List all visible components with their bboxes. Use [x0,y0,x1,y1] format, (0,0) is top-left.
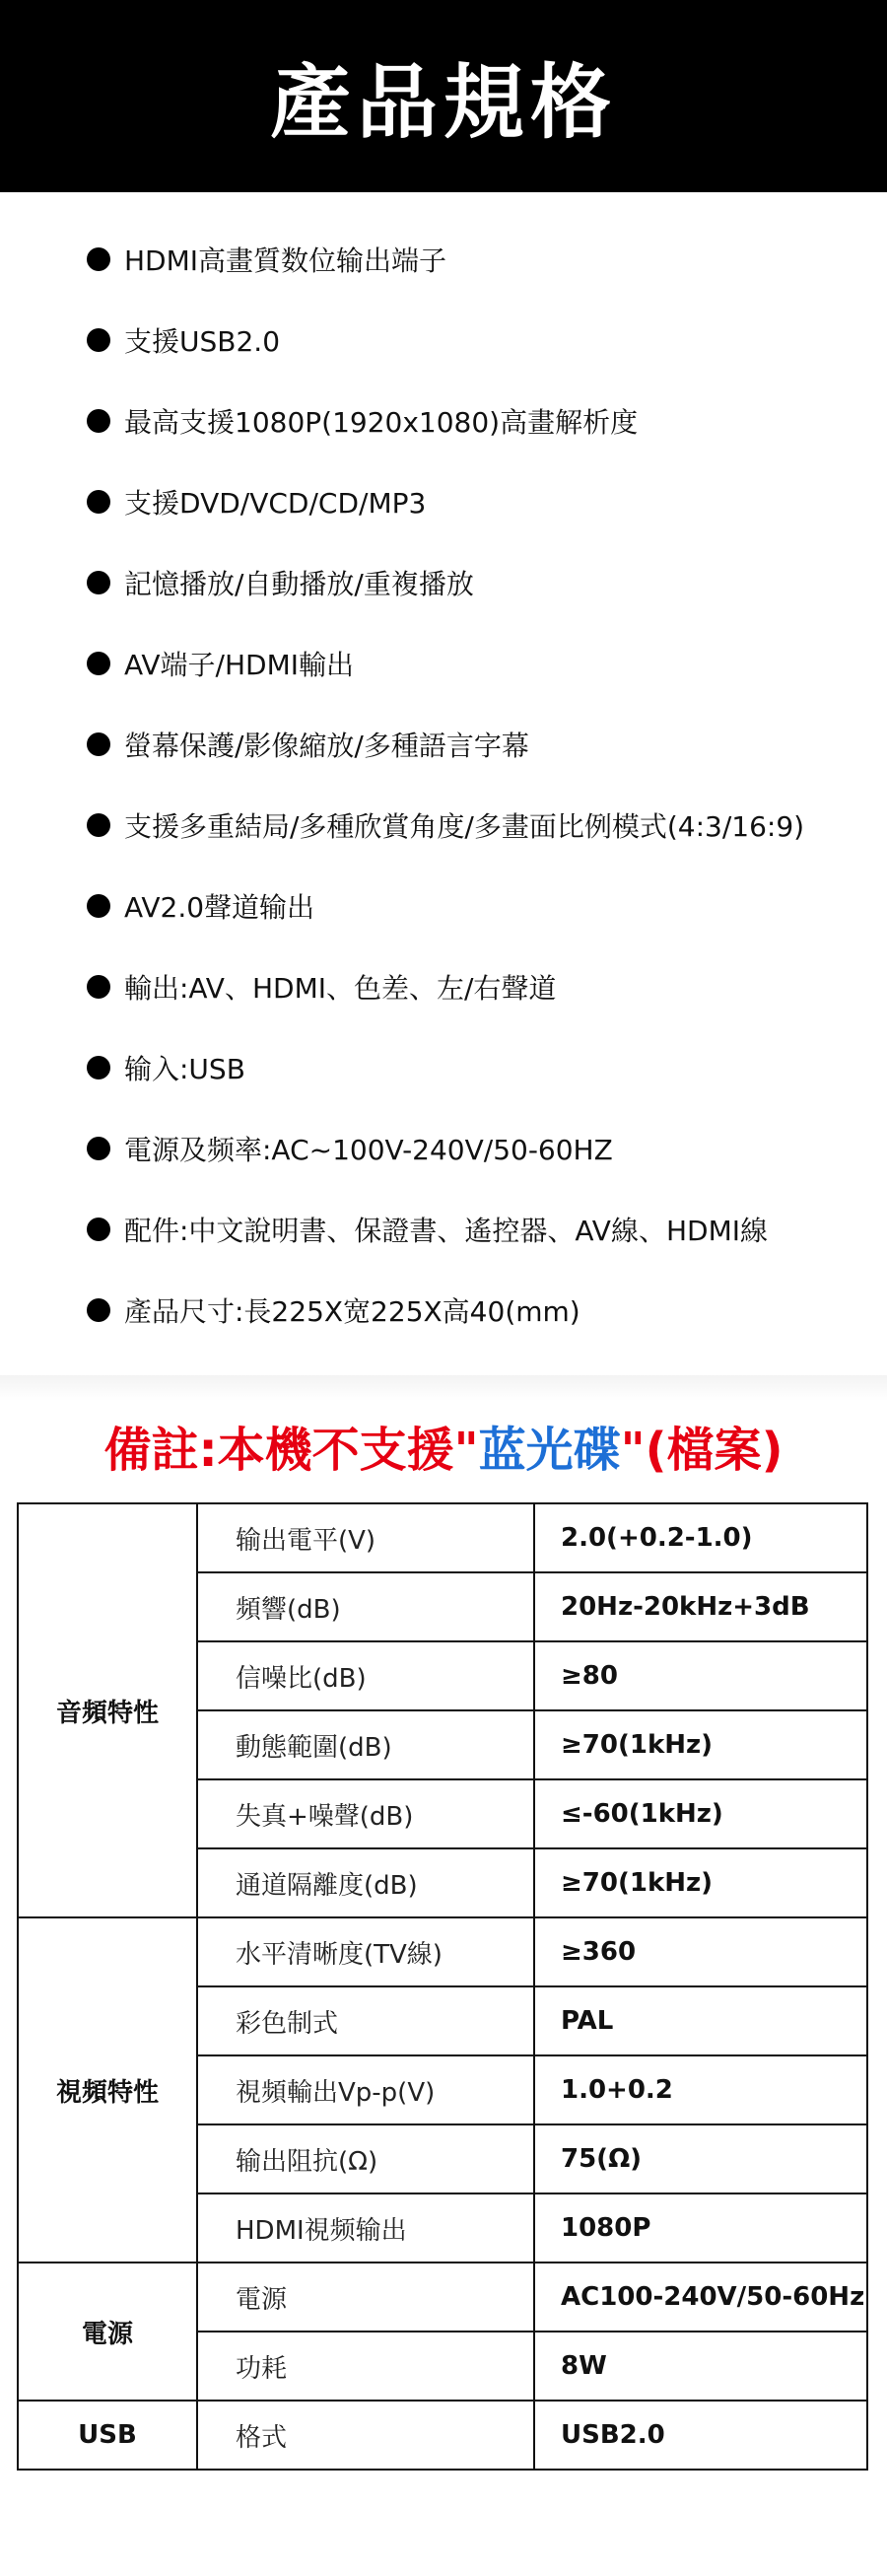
note-prefix: 備註:本機不支援" [103,1423,479,1478]
value-cell: ≥360 [534,1917,867,1986]
bullet-dot-icon [87,894,110,918]
feature-text: HDMI高畫質数位输出端子 [124,244,447,277]
feature-item [87,1189,855,1270]
value-cell: 1.0+0.2 [534,2055,867,2124]
value-cell: 8W [534,2332,867,2401]
bullet-dot-icon [87,1218,110,1241]
feature-text: AV2.0聲道输出 [124,891,315,924]
bullet-dot-icon [87,1137,110,1160]
value-cell: USB2.0 [534,2401,867,2470]
category-cell: USB [18,2401,197,2470]
value-cell: ≥70(1kHz) [534,1710,867,1779]
param-cell: HDMI視频输出 [197,2193,534,2263]
bullet-dot-icon [87,247,110,271]
feature-item [87,785,855,866]
param-cell: 電源 [197,2263,534,2332]
table-row [18,1917,867,1986]
feature-text: 產品尺寸:長225X宽225X高40(mm) [124,1295,580,1328]
param-cell: 格式 [197,2401,534,2470]
bullet-dot-icon [87,490,110,514]
feature-item [87,704,855,785]
feature-item [87,946,855,1027]
param-cell: 頻響(dB) [197,1572,534,1641]
table-row [18,2263,867,2332]
param-cell: 動態範圍(dB) [197,1710,534,1779]
page-title: 產品規格 [269,56,617,150]
value-cell: ≥70(1kHz) [534,1848,867,1917]
param-cell: 功耗 [197,2332,534,2401]
note-suffix: "(檔案) [620,1423,784,1478]
feature-item [87,542,855,623]
value-cell: 20Hz-20kHz+3dB [534,1572,867,1641]
value-cell: 1080P [534,2193,867,2263]
bullet-dot-icon [87,1056,110,1079]
note-highlight: 蓝光碟 [478,1423,621,1478]
spec-table [17,1502,868,2471]
feature-text: 支援USB2.0 [124,325,281,358]
feature-item [87,461,855,542]
feature-text: 電源及频率:AC~100V-240V/50-60HZ [124,1134,613,1166]
section-divider [0,1375,887,1401]
table-row [18,1503,867,1572]
bullet-dot-icon [87,813,110,837]
feature-item [87,1108,855,1189]
category-cell: 電源 [18,2263,197,2401]
feature-text: 最高支援1080P(1920x1080)高畫解析度 [124,406,639,439]
feature-item [87,381,855,461]
param-cell: 彩色制式 [197,1986,534,2055]
feature-text: 螢幕保護/影像縮放/多種語言字幕 [124,730,529,762]
value-cell: ≤-60(1kHz) [534,1779,867,1848]
bullet-dot-icon [87,975,110,999]
value-cell: PAL [534,1986,867,2055]
value-cell: ≥80 [534,1641,867,1710]
param-cell: 信噪比(dB) [197,1641,534,1710]
feature-item [87,623,855,704]
disclaimer-note [0,1412,887,1480]
bullet-dot-icon [87,1298,110,1322]
bullet-dot-icon [87,571,110,594]
param-cell: 通道隔離度(dB) [197,1848,534,1917]
feature-text: 配件:中文說明書、保證書、遙控器、AV線、HDMI線 [124,1215,768,1247]
value-cell: 2.0(+0.2-1.0) [534,1503,867,1572]
param-cell: 输出阻抗(Ω) [197,2124,534,2193]
param-cell: 输出電平(V) [197,1503,534,1572]
bullet-dot-icon [87,409,110,433]
category-cell: 視頻特性 [18,1917,197,2263]
feature-text: 支援DVD/VCD/CD/MP3 [124,487,427,520]
bullet-dot-icon [87,328,110,352]
feature-text: 支援多重結局/多種欣賞角度/多畫面比例模式(4:3/16:9) [124,810,805,843]
param-cell: 視頻輸出Vp-p(V) [197,2055,534,2124]
value-cell: AC100-240V/50-60Hz [534,2263,867,2332]
feature-item [87,866,855,946]
feature-list [87,219,855,1351]
table-row [18,2401,867,2470]
feature-item [87,1027,855,1108]
category-cell: 音頻特性 [18,1503,197,1917]
feature-item [87,300,855,381]
param-cell: 水平清晰度(TV線) [197,1917,534,1986]
feature-item [87,219,855,300]
param-cell: 失真+噪聲(dB) [197,1779,534,1848]
header-banner [0,0,887,192]
bullet-dot-icon [87,732,110,756]
feature-text: AV端子/HDMI輸出 [124,649,354,681]
feature-item [87,1270,855,1351]
value-cell: 75(Ω) [534,2124,867,2193]
feature-text: 输入:USB [124,1053,245,1085]
feature-text: 記憶播放/自動播放/重複播放 [124,568,474,600]
bullet-dot-icon [87,652,110,675]
feature-text: 輸出:AV、HDMI、色差、左/右聲道 [124,972,557,1005]
